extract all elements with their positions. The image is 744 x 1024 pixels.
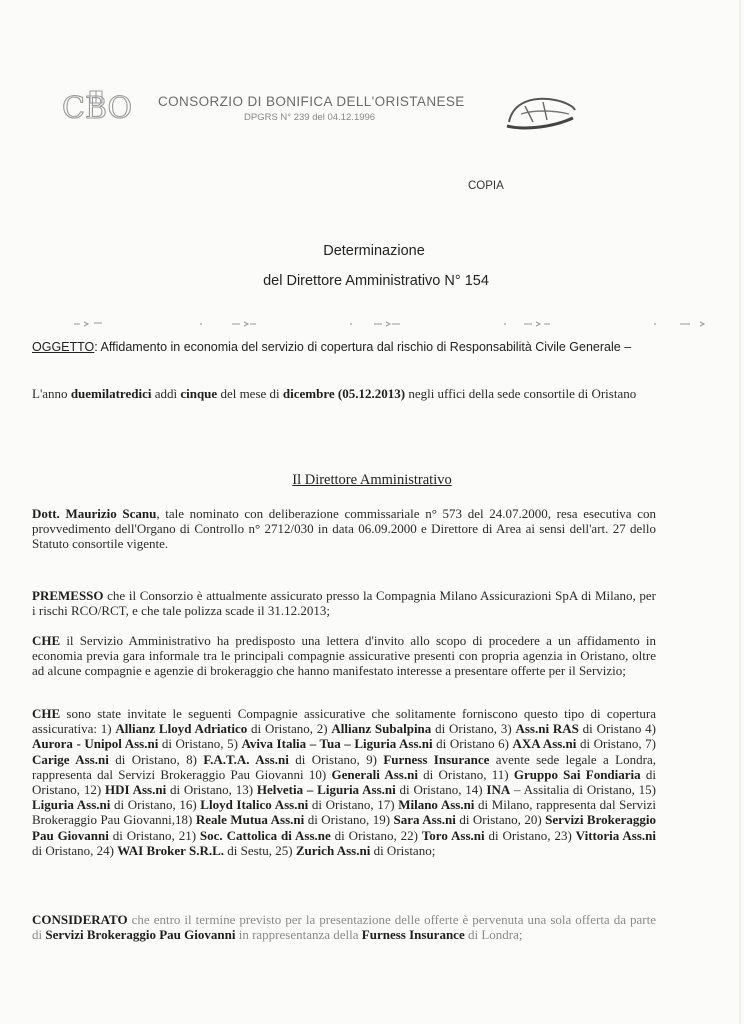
logo-left-letters: CBO	[62, 91, 133, 124]
organization-name: CONSORZIO DI BONIFICA DELL'ORISTANESE	[158, 94, 465, 109]
subject-line	[32, 340, 631, 354]
copy-label: COPIA	[468, 180, 504, 192]
premesso-paragraph: PREMESSO che il Consorzio è attualmente assicurato presso la Compagnia Milano Assicurazioni SpA di Milano, per i rischi RCO/RCT, e che tale polizza scade il 31.12.2013;	[32, 588, 656, 619]
consorzio-logo-left	[60, 88, 140, 124]
scan-artifacts	[0, 318, 744, 330]
section-heading: Il Direttore Amministrativo	[292, 472, 452, 488]
director-paragraph: Dott. Maurizio Scanu, tale nominato con deliberazione commissariale n° 573 del 24.07.2000, resa esecutiva con provvedimento dell'Organo di Controllo n° 2712/030 in data 06.09.2000 e Direttore di Area ai sensi dell'art. 27 dello Statuto consortile vigente.	[32, 506, 656, 552]
emblem-logo-right	[503, 92, 579, 132]
subject-label: OGGETTO	[32, 340, 95, 354]
subject-text: : Affidamento in economia del servizio di copertura dal rischio di Responsabilità Civile Generale –	[94, 340, 632, 354]
scan-edge	[736, 0, 744, 1024]
document-subtitle: del Direttore Amministrativo N° 154	[263, 273, 489, 289]
considerato-paragraph: CONSIDERATO che entro il termine previsto per la presentazione delle offerte è pervenuta una sola offerta da parte di Servizi Brokeraggio Pau Giovanni in rappresentanza della Furness Insurance di Londra;	[32, 912, 656, 943]
document-title: Determinazione	[323, 243, 425, 259]
che-paragraph-2-companies: CHE sono state invitate le seguenti Compagnie assicurative che solitamente forniscono questo tipo di copertura assicurativa: 1) Allianz Lloyd Adriatico di Oristano, 2) Allianz Subalpina di Oristano, 3) Ass.ni RAS di Oristano 4) Aurora - Unipol Ass.ni di Oristano, 5) Aviva Italia – Tua – Liguria Ass.ni di Oristano 6) AXA Ass.ni di Oristano, 7) Carige Ass.ni di Oristano, 8) F.A.T.A. Ass.ni di Oristano, 9) Furness Insurance avente sede legale a Londra, rappresenta dal Servizi Brokeraggio Pau Giovanni 10) Generali Ass.ni di Oristano, 11) Gruppo Sai Fondiaria di Oristano, 12) HDI Ass.ni di Oristano, 13) Helvetia – Liguria Ass.ni di Oristano, 14) INA – Assitalia di Oristano, 15) Liguria Ass.ni di Oristano, 16) Lloyd Italico Ass.ni di Oristano, 17) Milano Ass.ni di Milano, rappresenta dal Servizi Brokeraggio Pau Giovanni,18) Reale Mutua Ass.ni di Oristano, 19) Sara Ass.ni di Oristano, 20) Servizi Brokeraggio Pau Giovanni di Oristano, 21) Soc. Cattolica di Ass.ne di Oristano, 22) Toro Ass.ni di Oristano, 23) Vittoria Ass.ni di Oristano, 24) WAI Broker S.R.L. di Sestu, 25) Zurich Ass.ni di Oristano;	[32, 706, 657, 858]
che-paragraph-1: CHE il Servizio Amministrativo ha predisposto una lettera d'invito allo scopo di procedere a un affidamento in economia previa gara informale tra le principali compagnie assicurative presenti con propria agenzia in Oristano, oltre ad alcune compagnie e agenzie di brokeraggio che hanno manifestato interesse a presentare offerte per il Servizio;	[32, 633, 656, 679]
organization-decree: DPGRS N° 239 del 04.12.1996	[244, 112, 376, 123]
date-paragraph: L'anno duemilatredici addì cinque del mese di dicembre (05.12.2013) negli uffici della sede consortile di Oristano	[32, 386, 637, 401]
